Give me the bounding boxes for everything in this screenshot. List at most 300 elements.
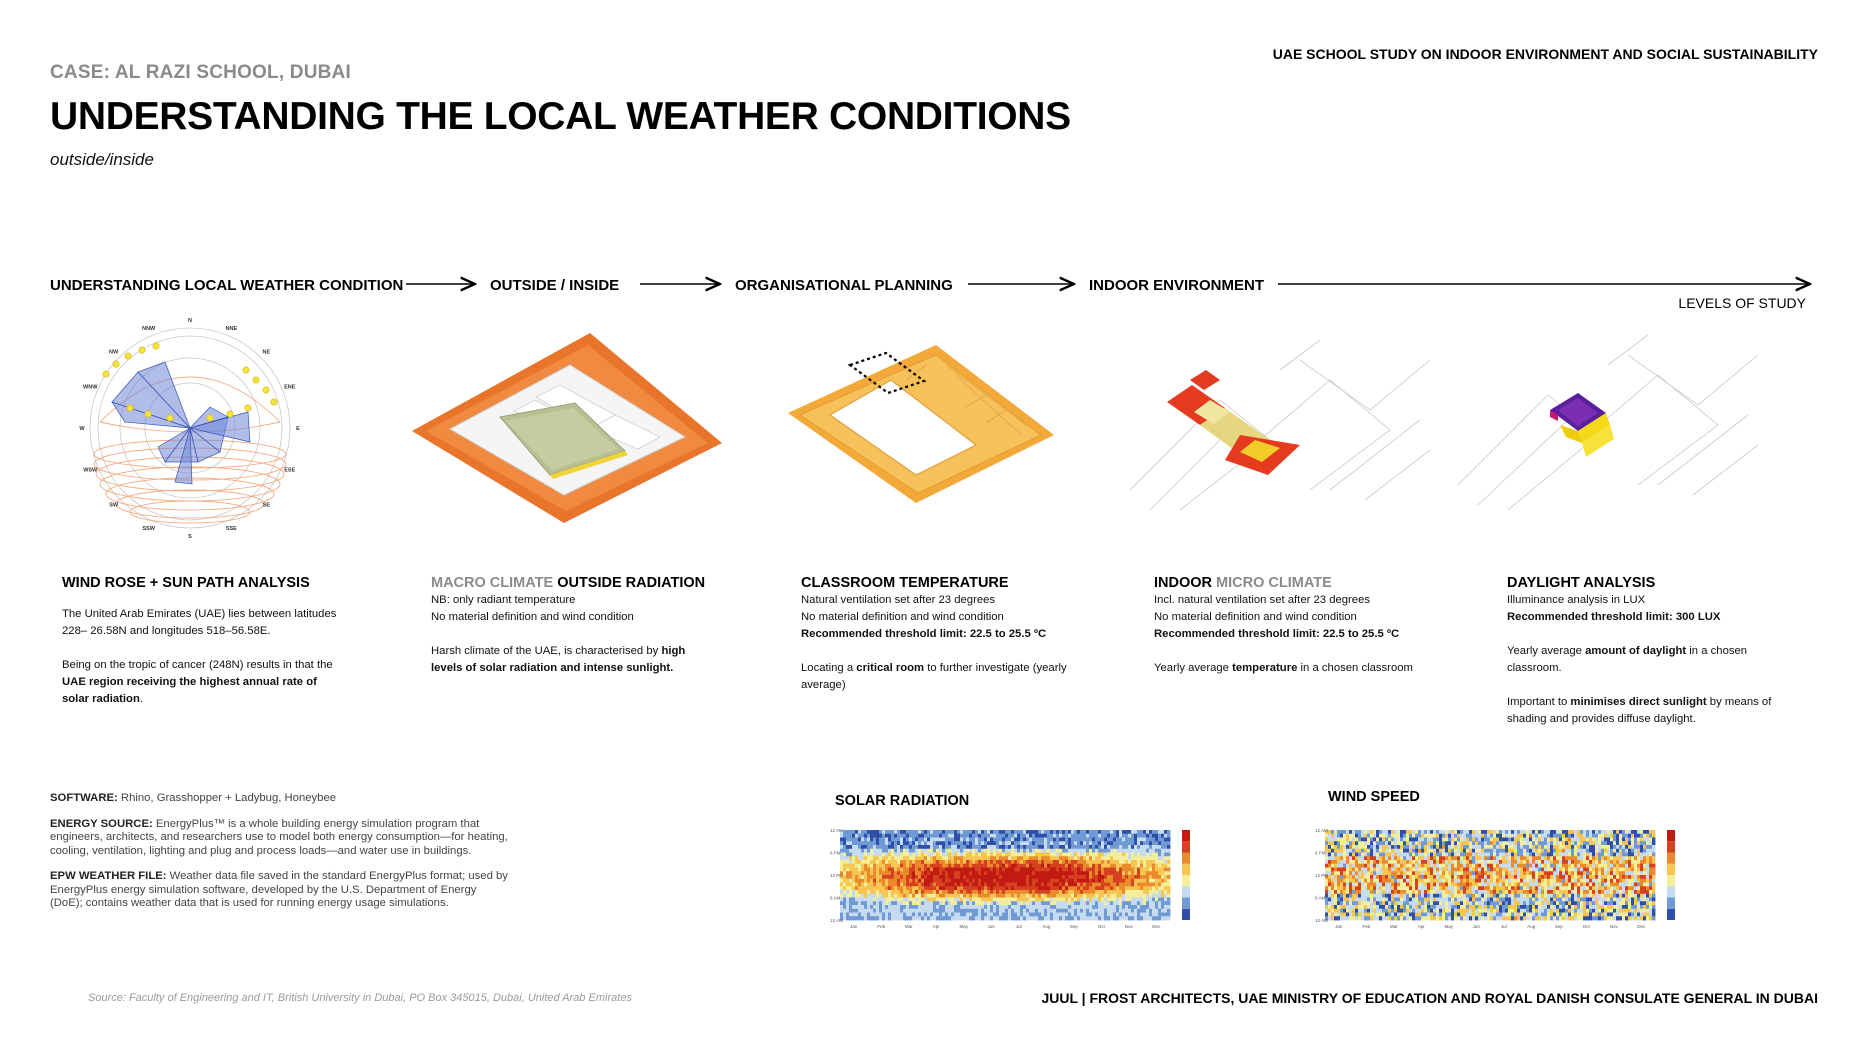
heatmap-cell	[864, 894, 867, 898]
heatmap-cell	[1397, 886, 1400, 890]
heatmap-cell	[1553, 856, 1556, 860]
heatmap-cell	[1083, 845, 1086, 849]
heatmap-cell	[1122, 898, 1125, 902]
heatmap-cell	[1589, 834, 1592, 838]
heatmap-cell	[870, 864, 873, 868]
heatmap-cell	[1421, 856, 1424, 860]
heatmap-cell	[876, 886, 879, 890]
heatmap-cell	[1352, 909, 1355, 913]
heatmap-cell	[1029, 864, 1032, 868]
heatmap-cell	[1424, 853, 1427, 857]
heatmap-cell	[897, 875, 900, 879]
heatmap-cell	[1478, 883, 1481, 887]
heatmap-cell	[957, 879, 960, 883]
heatmap-cell	[1553, 864, 1556, 868]
heatmap-cell	[903, 845, 906, 849]
heatmap-cell	[900, 864, 903, 868]
heatmap-cell	[1146, 890, 1149, 894]
heatmap-cell	[1550, 834, 1553, 838]
heatmap-cell	[1448, 856, 1451, 860]
heatmap-cell	[933, 845, 936, 849]
heatmap-cell	[1412, 845, 1415, 849]
heatmap-cell	[924, 830, 927, 834]
heatmap-cell	[1580, 864, 1583, 868]
heatmap-cell	[1071, 856, 1074, 860]
heatmap-cell	[1409, 916, 1412, 920]
heatmap-cell	[1406, 849, 1409, 853]
heatmap-cell	[888, 856, 891, 860]
heatmap-cell	[1116, 871, 1119, 875]
heatmap-cell	[1466, 871, 1469, 875]
heatmap-cell	[1017, 856, 1020, 860]
heatmap-cell	[888, 845, 891, 849]
heatmap-cell	[990, 834, 993, 838]
heatmap-cell	[999, 871, 1002, 875]
heatmap-cell	[1355, 838, 1358, 842]
heatmap-cell	[951, 894, 954, 898]
heatmap-cell	[897, 905, 900, 909]
heatmap-cell	[891, 894, 894, 898]
heatmap-cell	[1029, 909, 1032, 913]
heatmap-cell	[1589, 886, 1592, 890]
heatmap-cell	[981, 868, 984, 872]
heatmap-cell	[1364, 905, 1367, 909]
heatmap-cell	[1481, 913, 1484, 917]
heatmap-cell	[948, 886, 951, 890]
heatmap-cell	[1119, 886, 1122, 890]
heatmap-cell	[1149, 905, 1152, 909]
heatmap-cell	[987, 898, 990, 902]
heatmap-cell	[1490, 886, 1493, 890]
heatmap-cell	[1152, 864, 1155, 868]
heatmap-cell	[1017, 905, 1020, 909]
heatmap-cell	[1161, 834, 1164, 838]
heatmap-cell	[1493, 871, 1496, 875]
heatmap-cell	[1457, 856, 1460, 860]
heatmap-cell	[1014, 841, 1017, 845]
heatmap-cell	[1083, 871, 1086, 875]
heatmap-cell	[1032, 879, 1035, 883]
heatmap-cell	[1113, 849, 1116, 853]
heatmap-cell	[915, 838, 918, 842]
heatmap-cell	[840, 845, 843, 849]
heatmap-cell	[1535, 868, 1538, 872]
heatmap-cell	[1568, 898, 1571, 902]
heatmap-cell	[999, 916, 1002, 920]
heatmap-cell	[1155, 838, 1158, 842]
heatmap-cell	[891, 883, 894, 887]
heatmap-cell	[1520, 853, 1523, 857]
heatmap-cell	[1367, 871, 1370, 875]
heatmap-cell	[927, 860, 930, 864]
heatmap-cell	[1164, 856, 1167, 860]
heatmap-cell	[1388, 830, 1391, 834]
heatmap-cell	[1340, 879, 1343, 883]
heatmap-cell	[1511, 860, 1514, 864]
heatmap-cell	[924, 886, 927, 890]
heatmap-cell	[1580, 901, 1583, 905]
heatmap-cell	[879, 849, 882, 853]
heatmap-cell	[1373, 916, 1376, 920]
heatmap-cell	[1161, 886, 1164, 890]
heatmap-cell	[924, 913, 927, 917]
heatmap-cell	[858, 898, 861, 902]
heatmap-cell	[1529, 853, 1532, 857]
heatmap-cell	[1544, 905, 1547, 909]
heatmap-cell	[1559, 860, 1562, 864]
heatmap-cell	[1601, 890, 1604, 894]
heatmap-cell	[903, 853, 906, 857]
heatmap-cell	[1382, 860, 1385, 864]
heatmap-cell	[1385, 871, 1388, 875]
heatmap-cell	[1505, 841, 1508, 845]
heatmap-cell	[1445, 886, 1448, 890]
heatmap-cell	[1035, 838, 1038, 842]
heatmap-cell	[936, 849, 939, 853]
heatmap-cell	[909, 830, 912, 834]
heatmap-cell	[1068, 894, 1071, 898]
heatmap-cell	[1334, 860, 1337, 864]
heatmap-cell	[1095, 849, 1098, 853]
heatmap-cell	[918, 909, 921, 913]
heatmap-cell	[1538, 849, 1541, 853]
heatmap-cell	[915, 901, 918, 905]
heatmap-cell	[1367, 913, 1370, 917]
heatmap-cell	[1499, 864, 1502, 868]
heatmap-cell	[1050, 868, 1053, 872]
heatmap-cell	[981, 860, 984, 864]
section-body-outside-radiation: NB: only radiant temperature No material definition and wind condition Harsh climate of the UAE, is characterised by high levels of solar radiation and intense sunlight.	[431, 594, 686, 674]
heatmap-cell	[1328, 886, 1331, 890]
heatmap-cell	[1541, 875, 1544, 879]
heatmap-cell	[1092, 868, 1095, 872]
heatmap-cell	[1379, 860, 1382, 864]
heatmap-cell	[939, 834, 942, 838]
heatmap-cell	[1331, 898, 1334, 902]
heatmap-cell	[1101, 830, 1104, 834]
heatmap-cell	[891, 856, 894, 860]
heatmap-cell	[1424, 890, 1427, 894]
heatmap-cell	[1439, 879, 1442, 883]
heatmap-cell	[849, 894, 852, 898]
heatmap-cell	[960, 856, 963, 860]
heatmap-cell	[996, 913, 999, 917]
heatmap-cell	[900, 856, 903, 860]
heatmap-cell	[1083, 894, 1086, 898]
heatmap-cell	[1101, 890, 1104, 894]
heatmap-cell	[1137, 841, 1140, 845]
heatmap-cell	[1340, 845, 1343, 849]
heatmap-cell	[1161, 883, 1164, 887]
heatmap-cell	[843, 894, 846, 898]
heatmap-cell	[873, 883, 876, 887]
heatmap-cell	[1520, 916, 1523, 920]
heatmap-cell	[1358, 898, 1361, 902]
heatmap-cell	[1337, 841, 1340, 845]
heatmap-cell	[951, 830, 954, 834]
heatmap-cell	[999, 860, 1002, 864]
heatmap-cell	[1065, 834, 1068, 838]
heatmap-cell	[885, 838, 888, 842]
heatmap-cell	[1418, 871, 1421, 875]
heatmap-cell	[888, 830, 891, 834]
heatmap-cell	[1376, 875, 1379, 879]
heatmap-cell	[1140, 909, 1143, 913]
heatmap-cell	[1430, 913, 1433, 917]
heatmap-cell	[1008, 883, 1011, 887]
heatmap-cell	[1502, 868, 1505, 872]
heatmap-cell	[975, 860, 978, 864]
heatmap-cell	[1086, 905, 1089, 909]
heatmap-cell	[849, 838, 852, 842]
heatmap-cell	[1397, 830, 1400, 834]
heatmap-cell	[1571, 860, 1574, 864]
heatmap-cell	[1592, 841, 1595, 845]
heatmap-cell	[1598, 894, 1601, 898]
heatmap-cell	[894, 871, 897, 875]
heatmap-cell	[1020, 849, 1023, 853]
heatmap-cell	[1137, 856, 1140, 860]
heatmap-cell	[1325, 845, 1328, 849]
heatmap-cell	[1463, 916, 1466, 920]
heatmap-cell	[1544, 841, 1547, 845]
heatmap-cell	[1514, 864, 1517, 868]
heatmap-cell	[1391, 838, 1394, 842]
heatmap-cell	[978, 883, 981, 887]
heatmap-cell	[1391, 883, 1394, 887]
heatmap-cell	[1475, 909, 1478, 913]
heatmap-cell	[1038, 841, 1041, 845]
heatmap-cell	[903, 886, 906, 890]
heatmap-cell	[1436, 871, 1439, 875]
heatmap-cell	[1562, 901, 1565, 905]
heatmap-cell	[1451, 838, 1454, 842]
heatmap-cell	[1053, 853, 1056, 857]
heatmap-cell	[1023, 838, 1026, 842]
heatmap-cell	[1131, 838, 1134, 842]
heatmap-cell	[1403, 841, 1406, 845]
heatmap-cell	[1080, 886, 1083, 890]
heatmap-cell	[1361, 856, 1364, 860]
heatmap-cell	[1041, 909, 1044, 913]
heatmap-cell	[1481, 909, 1484, 913]
heatmap-cell	[888, 841, 891, 845]
heatmap-cell	[993, 849, 996, 853]
heatmap-cell	[1065, 838, 1068, 842]
heatmap-cell	[888, 916, 891, 920]
heatmap-cell	[1490, 894, 1493, 898]
heatmap-cell	[1484, 834, 1487, 838]
heatmap-cell	[1388, 886, 1391, 890]
heatmap-cell	[1430, 879, 1433, 883]
heatmap-cell	[897, 894, 900, 898]
heatmap-cell	[936, 894, 939, 898]
heatmap-cell	[1526, 894, 1529, 898]
heatmap-cell	[1553, 894, 1556, 898]
heatmap-cell	[993, 890, 996, 894]
month-tick-label: Apr	[932, 924, 940, 929]
heatmap-cell	[1487, 913, 1490, 917]
heatmap-cell	[1062, 841, 1065, 845]
heatmap-cell	[1595, 860, 1598, 864]
heatmap-cell	[1394, 890, 1397, 894]
heatmap-cell	[1325, 834, 1328, 838]
heatmap-cell	[867, 894, 870, 898]
heatmap-cell	[1544, 830, 1547, 834]
heatmap-cell	[1343, 879, 1346, 883]
heatmap-cell	[993, 886, 996, 890]
heatmap-cell	[1340, 905, 1343, 909]
heatmap-cell	[1149, 883, 1152, 887]
heatmap-cell	[1496, 856, 1499, 860]
heatmap-cell	[1415, 909, 1418, 913]
heatmap-cell	[981, 830, 984, 834]
heatmap-cell	[1559, 894, 1562, 898]
heatmap-cell	[1119, 860, 1122, 864]
heatmap-cell	[1487, 879, 1490, 883]
heatmap-cell	[1421, 849, 1424, 853]
heatmap-cell	[1493, 860, 1496, 864]
heatmap-cell	[1131, 841, 1134, 845]
heatmap-cell	[1164, 849, 1167, 853]
heatmap-cell	[1409, 905, 1412, 909]
heatmap-cell	[966, 853, 969, 857]
heatmap-cell	[1544, 901, 1547, 905]
heatmap-cell	[1095, 894, 1098, 898]
heatmap-cell	[1092, 894, 1095, 898]
heatmap-cell	[1451, 883, 1454, 887]
heatmap-cell	[858, 894, 861, 898]
heatmap-cell	[1469, 898, 1472, 902]
heatmap-cell	[1517, 883, 1520, 887]
heatmap-cell	[1391, 871, 1394, 875]
heatmap-cell	[927, 849, 930, 853]
heatmap-cell	[1592, 853, 1595, 857]
heatmap-cell	[996, 875, 999, 879]
heatmap-cell	[1505, 916, 1508, 920]
heatmap-cell	[909, 905, 912, 909]
heatmap-cell	[1140, 916, 1143, 920]
heatmap-cell	[885, 886, 888, 890]
heatmap-cell	[1352, 875, 1355, 879]
heatmap-cell	[1014, 864, 1017, 868]
heatmap-cell	[1038, 898, 1041, 902]
heatmap-cell	[1541, 856, 1544, 860]
heatmap-cell	[1508, 856, 1511, 860]
heatmap-cell	[1158, 879, 1161, 883]
heatmap-cell	[1152, 879, 1155, 883]
heatmap-cell	[1053, 883, 1056, 887]
heatmap-cell	[855, 875, 858, 879]
heatmap-cell	[1586, 864, 1589, 868]
heatmap-cell	[1409, 856, 1412, 860]
heatmap-cell	[1493, 845, 1496, 849]
heatmap-cell	[1517, 856, 1520, 860]
heatmap-cell	[1137, 916, 1140, 920]
heatmap-cell	[1409, 913, 1412, 917]
heatmap-cell	[1104, 879, 1107, 883]
heatmap-cell	[879, 879, 882, 883]
heatmap-cell	[1110, 834, 1113, 838]
heatmap-cell	[1601, 864, 1604, 868]
heatmap-cell	[1041, 871, 1044, 875]
heatmap-cell	[1442, 913, 1445, 917]
heatmap-cell	[1005, 838, 1008, 842]
heatmap-cell	[1448, 845, 1451, 849]
heatmap-cell	[1379, 890, 1382, 894]
heatmap-cell	[1140, 898, 1143, 902]
heatmap-cell	[912, 890, 915, 894]
heatmap-cell	[999, 830, 1002, 834]
heatmap-cell	[1373, 849, 1376, 853]
heatmap-cell	[1604, 879, 1607, 883]
heatmap-cell	[1149, 856, 1152, 860]
heatmap-cell	[885, 898, 888, 902]
heatmap-cell	[903, 849, 906, 853]
heatmap-cell	[1403, 856, 1406, 860]
heatmap-cell	[1062, 909, 1065, 913]
heatmap-cell	[1451, 879, 1454, 883]
heatmap-cell	[1544, 868, 1547, 872]
heatmap-cell	[966, 890, 969, 894]
heatmap-cell	[1523, 838, 1526, 842]
heatmap-cell	[1457, 894, 1460, 898]
heatmap-cell	[993, 860, 996, 864]
heatmap-cell	[948, 868, 951, 872]
heatmap-cell	[843, 909, 846, 913]
heatmap-cell	[1086, 916, 1089, 920]
heatmap-cell	[852, 845, 855, 849]
heatmap-cell	[1032, 860, 1035, 864]
heatmap-cell	[888, 883, 891, 887]
heatmap-cell	[876, 860, 879, 864]
heatmap-cell	[1059, 860, 1062, 864]
heatmap-cell	[1161, 838, 1164, 842]
heatmap-cell	[873, 860, 876, 864]
heatmap-cell	[1415, 860, 1418, 864]
heatmap-cell	[1152, 901, 1155, 905]
heatmap-cell	[1113, 838, 1116, 842]
heatmap-cell	[1397, 864, 1400, 868]
heatmap-cell	[843, 841, 846, 845]
heatmap-cell	[1532, 853, 1535, 857]
heatmap-cell	[1068, 901, 1071, 905]
heatmap-cell	[1334, 849, 1337, 853]
heatmap-cell	[1424, 875, 1427, 879]
heatmap-cell	[888, 894, 891, 898]
heatmap-cell	[1131, 845, 1134, 849]
heatmap-cell	[843, 860, 846, 864]
heatmap-cell	[1589, 916, 1592, 920]
heatmap-cell	[1346, 894, 1349, 898]
heatmap-cell	[993, 905, 996, 909]
heatmap-cell	[1511, 909, 1514, 913]
heatmap-cell	[1125, 868, 1128, 872]
heatmap-cell	[1080, 856, 1083, 860]
wind-rose-dir-sse: SSE	[225, 525, 237, 532]
heatmap-cell	[888, 864, 891, 868]
heatmap-cell	[870, 871, 873, 875]
heatmap-cell	[1137, 890, 1140, 894]
heatmap-cell	[948, 883, 951, 887]
heatmap-cell	[1161, 875, 1164, 879]
heatmap-cell	[1122, 894, 1125, 898]
heatmap-cell	[912, 905, 915, 909]
heatmap-cell	[963, 871, 966, 875]
heatmap-cell	[936, 905, 939, 909]
heatmap-cell	[1436, 886, 1439, 890]
heatmap-cell	[1355, 864, 1358, 868]
